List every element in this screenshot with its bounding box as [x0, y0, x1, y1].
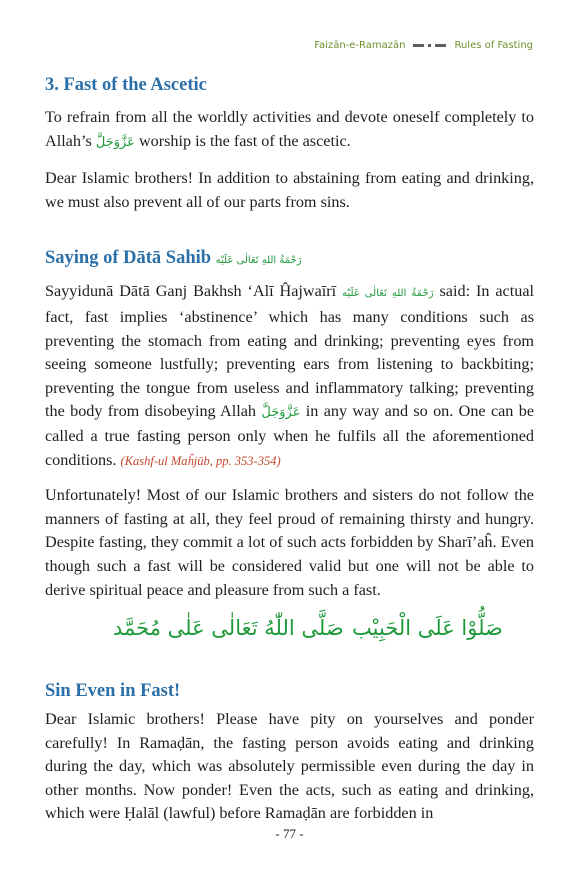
- separator-dot: [428, 44, 431, 47]
- durood-sallu-alal-habib: صَلُّوْا عَلَى الْحَبِيْب: [352, 616, 503, 640]
- chapter-title: Rules of Fasting: [454, 40, 533, 51]
- paragraph-unfortunately: Unfortunately! Most of our Islamic brothers and sisters do not follow the manners of fasting at all, they feel proud of remaining thirsty and hungry. Despite fasting, they commit a lot of such acts forbidden by Sharī’aĥ. Even though such a fast will be considered valid but one will not be able to derive spiritual peace and pleasure from such a fast.: [45, 486, 534, 599]
- paragraph-sin-in-fast: Dear Islamic brothers! Please have pity on yourselves and ponder carefully! In Ramaḍān, the fasting person avoids eating and drinking during the day, which was absolutely permissible even during the day in other months. Now ponder! Even the acts, such as eating and drinking, which were Ḥalāl (lawful) before Ramaḍān are forbidden in: [45, 710, 534, 823]
- honorific-rahmatullah: رَحْمَةُ اللهِ تَعَالٰی عَلَیْه: [342, 288, 434, 300]
- header-separator: [413, 44, 446, 47]
- paragraph-prevent-sins: Dear Islamic brothers! In addition to abstaining from eating and drinking, we must also prevent all of our parts from sins.: [45, 169, 534, 211]
- separator-dash: [413, 44, 424, 47]
- section-heading-ascetic: 3. Fast of the Ascetic: [45, 75, 207, 95]
- honorific-azza-wa-jalla: عَزَّوَجَلَّ: [95, 134, 135, 150]
- reference-citation: (Kashf-ul Maĥjūb, pp. 353-354): [120, 453, 281, 468]
- separator-dash: [435, 44, 446, 47]
- section-heading-sin-in-fast: Sin Even in Fast!: [45, 681, 181, 701]
- section-heading-data-sahib: Saying of Dātā Sahib رَحْمَةُ اللهِ تَعَالٰی عَلَیْه: [45, 248, 302, 269]
- book-title: Faizān-e-Ramazān: [314, 40, 406, 51]
- durood-salla-allahu: صَلَّى اللّٰهُ تَعَالٰى عَلٰى مُحَمَّد: [113, 616, 344, 640]
- page-content: [45, 72, 534, 602]
- honorific-rahmatullah: رَحْمَةُ اللهِ تَعَالٰی عَلَیْه: [215, 255, 302, 267]
- page-number: - 77 -: [275, 826, 304, 841]
- durood-line: [0, 612, 579, 648]
- page-content-lower: [45, 678, 534, 826]
- paragraph-data-sahib-saying: Sayyidunā Dātā Ganj Bakhsh ‘Alī Ĥajwaīrī رَحْمَةُ اللهِ تَعَالٰی عَلَیْه said: In actual fact, fast implies ‘abstinence’ which has many conditions such as preventing the stomach from eating and drinking; preventing eyes from seeing someone lustfully; preventing ears from listening to backbiting; preventing the tongue from useless and inflammatory talking; preventing the body from disobeying Allah عَزَّوَجَلَّ in any way and so on. One can be called a true fasting person only when he fulfils all the aforementioned conditions. (Kashf-ul Maĥjūb, pp. 353-354): [45, 282, 535, 469]
- paragraph-ascetic-definition: To refrain from all the worldly activities and devote oneself completely to Allah’s عَزَّوَجَلَّ worship is the fast of the ascetic.: [45, 108, 534, 150]
- honorific-azza-wa-jalla: عَزَّوَجَلَّ: [261, 405, 301, 421]
- running-header: [314, 40, 533, 51]
